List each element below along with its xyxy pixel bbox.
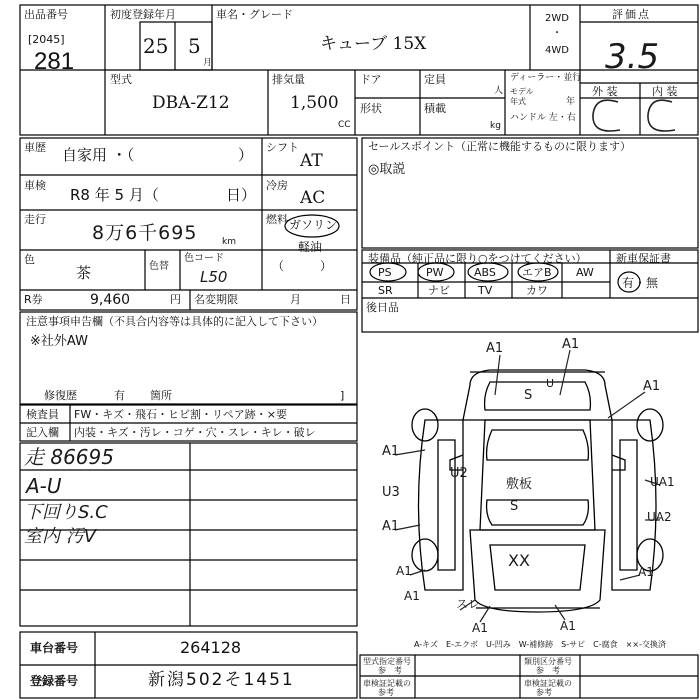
mark-u2: U2 [450, 466, 468, 481]
mark-s-1: S [524, 388, 533, 403]
handle-label: ハンドル 左・右 [510, 113, 576, 123]
model-value: DBA-Z12 [152, 93, 230, 113]
yen-unit: 円 [170, 293, 181, 306]
shape-label: 形状 [360, 102, 382, 115]
shift-value: AT [300, 151, 323, 171]
mark-ua1: UA1 [650, 475, 675, 489]
lot-sub: [2045] [28, 33, 65, 46]
mark-u3: U3 [382, 485, 400, 500]
fuel-diesel: 軽油 [298, 240, 323, 254]
equip-aw: AW [576, 266, 594, 279]
equip-pw: PW [426, 266, 444, 279]
inspect-label: 車検 [24, 179, 46, 192]
later-items-label: 後日品 [366, 301, 399, 314]
drive-dot: ・ [552, 28, 562, 39]
class-ref-label: 参 考 [536, 666, 560, 675]
interior-label: 内 装 [652, 85, 678, 98]
displacement-label: 排気量 [272, 73, 305, 86]
tire-ref: 参考 [536, 688, 552, 697]
mark-floor-plate: 敷板 [506, 477, 533, 492]
fuel-other: （ ） [272, 259, 333, 273]
repair-place: 箇所 [150, 389, 172, 402]
color-label: 色 [24, 253, 35, 266]
shift-label: シフト [266, 141, 299, 154]
mark-a1-7: A1 [638, 565, 654, 579]
color-code-label: 色コード [184, 253, 224, 264]
hand-note-au: A-U [26, 474, 62, 498]
equipment-label: 装備品（純正品に限り○をつけてください） [368, 252, 587, 265]
capacity-label: 定員 [424, 73, 446, 86]
model-label: 型式 [110, 73, 132, 86]
drive-2wd: 2WD [545, 13, 569, 24]
type-number-label: 型式指定番号 [363, 657, 411, 666]
mark-a1-9: A1 [560, 619, 576, 633]
inspection-row1: FW・キズ・飛石・ヒビ割・リペア跡・×要 [74, 408, 287, 421]
score-value: 3.5 [605, 37, 660, 77]
month-unit: 月 [203, 58, 213, 68]
month-label: 月 [290, 293, 301, 306]
mileage-label: 走行 [24, 213, 46, 226]
hand-note-mileage: 走 86695 [24, 445, 114, 469]
equip-sr: SR [378, 284, 393, 297]
mark-a1-6: A1 [396, 564, 412, 578]
color-code-value: L50 [200, 268, 228, 286]
warranty-label: 新車保証書 [616, 252, 671, 265]
equip-leather: カワ [526, 284, 548, 297]
mark-a1-8: A1 [404, 589, 420, 603]
person-unit: 人 [494, 86, 504, 96]
inspection-row2: 内装・キズ・汚レ・コゲ・穴・スレ・キレ・破レ [74, 426, 316, 439]
tire-label: 車検証記載の [524, 679, 572, 688]
class-number-label: 類別区分番号 [524, 657, 572, 666]
exterior-label: 外 装 [592, 85, 618, 98]
mark-s-2: S [510, 499, 519, 514]
mark-scuff: スレ [456, 597, 481, 611]
car-name: キューブ 15X [320, 34, 427, 54]
reg-month: 5 [188, 34, 201, 58]
recycle-value: 9,460 [90, 292, 131, 308]
ac-label: 冷房 [266, 179, 288, 192]
inspect-day: 日） [226, 186, 257, 204]
reg-year: 25 [143, 34, 169, 58]
recycle-label: R券 [24, 293, 43, 306]
first-reg-label: 初度登録年月 [110, 8, 176, 21]
repair-has: 有 [114, 389, 125, 402]
km-unit: km [222, 237, 236, 247]
door-label: ドア [360, 73, 382, 86]
displacement-value: 1,500 [290, 93, 339, 113]
mileage-value: 8万6千695 [92, 222, 198, 244]
mark-a1-10: A1 [472, 621, 488, 635]
use-label: 車歴 [24, 141, 46, 154]
mark-a1-5: A1 [382, 519, 400, 534]
lot-label: 出品番号 [24, 8, 68, 21]
registration-value: 新潟502そ1451 [148, 670, 295, 690]
mark-ua2: UA2 [647, 510, 672, 524]
model-year-label: モデル [510, 87, 534, 96]
gross-label: 車検証記載の [363, 679, 411, 688]
damage-legend: A-キズ E-エクボ U-凹み W-補修跡 S-サビ C-腐食 ××-交換済 [414, 640, 666, 649]
equip-tv: TV [478, 284, 493, 297]
notes-text: ※社外AW [30, 334, 88, 349]
hand-note-interior: 室内 汚V [24, 526, 97, 547]
load-label: 積載 [424, 102, 446, 115]
equip-navi: ナビ [428, 284, 450, 297]
shade-label: 色替 [149, 261, 169, 272]
mark-a1-4: A1 [382, 444, 400, 459]
equip-ps: PS [378, 266, 392, 279]
year-unit: 年 [566, 97, 576, 107]
drive-4wd: 4WD [545, 45, 569, 56]
repair-bracket: ] [340, 389, 345, 402]
gross-ref: 参考 [378, 688, 394, 697]
equip-abs: ABS [474, 266, 496, 279]
equip-airbag: エアB [522, 266, 552, 279]
fuel-gasoline: ガソリン [289, 218, 338, 232]
dealer-label: ディーラー・並行 [510, 73, 582, 83]
sales-point-label: セールスポイント（正常に機能するものに限ります） [368, 140, 632, 153]
use-close: ） [238, 146, 254, 164]
chassis-label: 車台番号 [30, 641, 79, 655]
entry-label: 記入欄 [26, 426, 59, 439]
sales-point-text: ◎取説 [368, 162, 406, 177]
notes-label: 注意事項申告欄（不具合内容等は具体的に記入して下さい） [26, 315, 323, 328]
kg-unit: kg [490, 121, 501, 131]
mark-a1-3: A1 [643, 379, 661, 394]
cc-unit: CC [338, 120, 351, 130]
repair-label: 修復歴 [44, 389, 77, 402]
mark-a1-2: A1 [562, 337, 580, 352]
color-value: 茶 [76, 264, 92, 282]
hand-note-underbody: 下回りS.C [24, 502, 108, 523]
inspector-label: 検査員 [26, 408, 59, 421]
grade-handwriting [593, 100, 675, 131]
score-label: 評価点 [612, 8, 651, 21]
model-year-label2: 年式 [510, 97, 526, 106]
registration-label: 登録番号 [30, 674, 79, 688]
inspect-value: R8 年 5 月（ [70, 186, 159, 204]
name-label: 車名・グレード [216, 8, 293, 21]
ac-value: AC [300, 188, 326, 208]
type-ref-label: 参 考 [378, 666, 402, 675]
mark-xx: XX [508, 551, 530, 570]
lot-number: 281 [34, 48, 75, 75]
interior-grade [0, 0, 1, 1]
warranty-options: 有・無 [622, 276, 659, 290]
chassis-value: 264128 [180, 638, 242, 657]
mark-a1-1: A1 [486, 341, 504, 356]
fuel-label: 燃料 [266, 213, 288, 226]
mark-u: U [546, 377, 555, 390]
day-label: 日 [340, 293, 351, 306]
use-value: 自家用 ・（ [62, 146, 135, 164]
name-change-label: 名変期限 [194, 293, 238, 306]
